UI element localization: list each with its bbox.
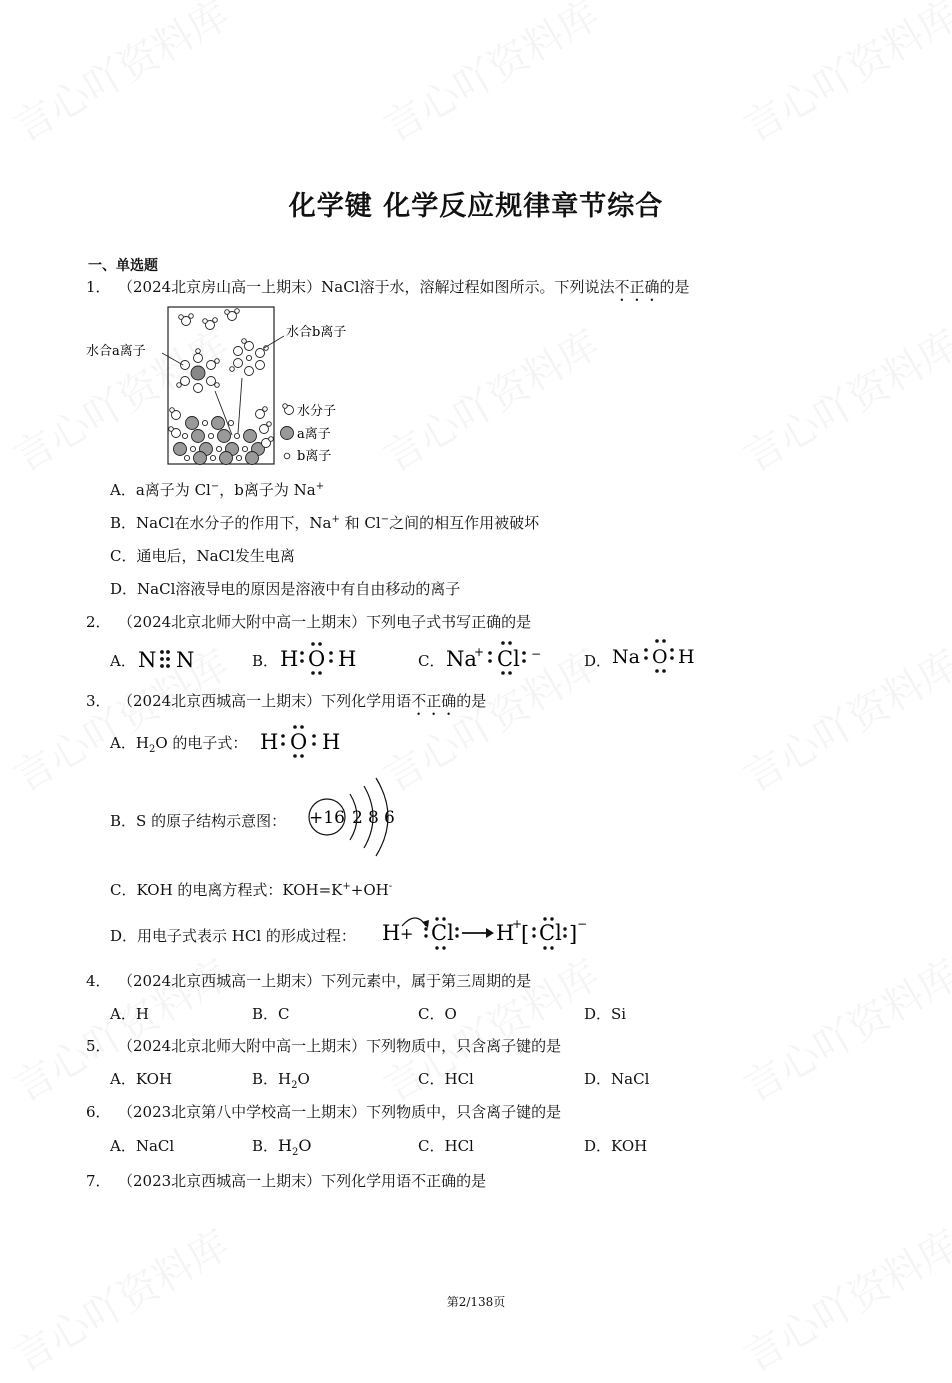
option-text: +OH bbox=[350, 881, 389, 899]
question-number: 6． bbox=[86, 1103, 111, 1121]
option-text: H bbox=[135, 734, 149, 752]
option-text: H bbox=[135, 1005, 149, 1023]
legend-b-icon bbox=[284, 453, 290, 459]
atom-symbol: H bbox=[678, 646, 695, 668]
option-text: NaCl溶液导电的原因是溶液中有自由移动的离子 bbox=[137, 580, 461, 598]
question-6 bbox=[86, 1101, 561, 1122]
atom-symbol: Na bbox=[612, 646, 640, 668]
atom-symbol: Cl bbox=[497, 647, 520, 671]
option-label: C． bbox=[418, 1137, 445, 1155]
option-label: B． bbox=[252, 1005, 279, 1023]
question-text-tail: 的是 bbox=[456, 692, 487, 710]
q3-option-b[interactable] bbox=[110, 810, 286, 831]
option-label: A． bbox=[110, 1137, 136, 1155]
option-text: O 的电子式： bbox=[155, 734, 248, 752]
option-label: D． bbox=[584, 1070, 612, 1088]
option-text: ，b离子为 bbox=[219, 481, 289, 499]
legend-a-icon bbox=[281, 427, 294, 440]
pointer-line bbox=[162, 353, 183, 365]
q6-option-d[interactable] bbox=[584, 1135, 647, 1156]
ion-charge: + bbox=[315, 481, 325, 492]
option-text: a离子为 bbox=[135, 481, 190, 499]
q6-option-a[interactable] bbox=[110, 1135, 174, 1156]
q2-option-d[interactable] bbox=[584, 650, 611, 671]
option-label: A． bbox=[110, 1070, 136, 1088]
q1-option-a[interactable] bbox=[110, 479, 324, 500]
q4-option-d[interactable] bbox=[584, 1003, 626, 1024]
question-text-tail: 的是 bbox=[659, 278, 690, 296]
bracket: ] bbox=[569, 922, 578, 946]
q2-c-formula bbox=[444, 636, 554, 678]
q1-option-c[interactable] bbox=[110, 545, 295, 566]
question-number: 3． bbox=[86, 692, 111, 710]
ion-charge: + bbox=[474, 645, 485, 659]
ion-charge: + bbox=[331, 514, 340, 525]
page-number: 第2/138页 bbox=[446, 1295, 506, 1309]
option-text: HCl bbox=[444, 1137, 474, 1155]
option-text: C bbox=[278, 1005, 290, 1023]
option-label: D． bbox=[584, 652, 612, 670]
ion-symbol: Cl bbox=[364, 514, 381, 532]
ion-charge: − bbox=[380, 514, 390, 525]
q2-d-formula bbox=[610, 636, 710, 678]
option-label: A． bbox=[110, 734, 136, 752]
watermark bbox=[732, 634, 952, 803]
option-label: A． bbox=[110, 1005, 136, 1023]
option-text: O bbox=[297, 1070, 310, 1088]
hcl-formation-formula bbox=[378, 908, 588, 952]
q1-option-d[interactable] bbox=[110, 578, 460, 599]
option-text: KOH 的电离方程式：KOH=K bbox=[136, 881, 343, 899]
question-text: （2024北京西城高一上期末）下列元素中，属于第三周期的是 bbox=[118, 972, 532, 990]
q4-option-c[interactable] bbox=[418, 1003, 457, 1024]
ion-symbol: Cl bbox=[194, 481, 211, 499]
option-text: H bbox=[278, 1070, 292, 1088]
page-title: 化学键 化学反应规律章节综合 bbox=[288, 191, 664, 222]
question-7 bbox=[86, 1170, 486, 1191]
q3-option-c[interactable] bbox=[110, 879, 392, 900]
q5-option-b[interactable] bbox=[252, 1068, 310, 1091]
nacl-dissolution-figure bbox=[84, 303, 364, 468]
emphasis-text: 不正确 bbox=[614, 278, 660, 296]
atom-symbol: N bbox=[176, 648, 195, 672]
atom-symbol: H bbox=[338, 647, 357, 671]
q2-option-a[interactable] bbox=[110, 650, 136, 671]
q4-option-a[interactable] bbox=[110, 1003, 149, 1024]
question-3 bbox=[86, 690, 486, 719]
ion-charge: + bbox=[512, 917, 523, 931]
emphasis-text: 不正确 bbox=[411, 692, 457, 710]
option-label: B． bbox=[252, 652, 279, 670]
atom-symbol: O bbox=[308, 647, 326, 671]
option-text: H bbox=[278, 1136, 292, 1155]
atom-symbol: H bbox=[382, 921, 401, 945]
question-text: （2023北京第八中学校高一上期末）下列物质中，只含离子键的是 bbox=[118, 1103, 562, 1121]
option-text: O bbox=[444, 1005, 457, 1023]
legend-water-icon bbox=[283, 404, 294, 415]
atom-symbol: Na bbox=[446, 647, 477, 671]
option-text: 用电子式表示 HCl 的形成过程： bbox=[137, 927, 356, 945]
option-label: D． bbox=[584, 1137, 612, 1155]
label-hydrated-a: 水合a离子 bbox=[86, 344, 146, 359]
atom-symbol: N bbox=[138, 648, 157, 672]
ion-symbol: Na bbox=[309, 514, 332, 532]
q6-option-b[interactable] bbox=[252, 1135, 311, 1158]
question-text: （2023北京西城高一上期末）下列化学用语不正确的是 bbox=[118, 1172, 487, 1190]
question-text: （2024北京西城高一上期末）下列化学用语 bbox=[118, 692, 412, 710]
option-text: S 的原子结构示意图： bbox=[136, 812, 287, 830]
option-text: 之间的相互作用被破坏 bbox=[389, 514, 540, 532]
nacl-crystal bbox=[174, 417, 265, 465]
legend-b-label: b离子 bbox=[297, 449, 332, 464]
ion-charge: + bbox=[342, 881, 351, 892]
nucleus-charge: +16 bbox=[309, 808, 345, 828]
option-label: D． bbox=[110, 580, 138, 598]
watermark bbox=[732, 944, 952, 1113]
option-text: NaCl bbox=[611, 1070, 650, 1088]
option-text: 通电后，NaCl发生电离 bbox=[136, 547, 295, 565]
question-number: 1． bbox=[86, 278, 111, 296]
bracket: [ bbox=[521, 922, 530, 946]
atom-symbol: H bbox=[280, 647, 299, 671]
ion-charge: − bbox=[577, 917, 588, 931]
option-label: C． bbox=[110, 547, 137, 565]
q5-option-d[interactable] bbox=[584, 1068, 649, 1089]
watermark bbox=[372, 0, 608, 153]
sulfur-atom-structure-diagram bbox=[304, 772, 414, 862]
ion-charge: - bbox=[388, 881, 393, 892]
legend-a-label: a离子 bbox=[297, 427, 331, 442]
q3-a-formula bbox=[258, 720, 348, 762]
q2-a-formula bbox=[136, 640, 206, 676]
q2-b-formula bbox=[278, 638, 368, 678]
atom-symbol: H bbox=[322, 730, 341, 754]
question-5 bbox=[86, 1035, 561, 1056]
question-number: 4． bbox=[86, 972, 111, 990]
q2-option-c[interactable] bbox=[418, 650, 444, 671]
watermark bbox=[2, 0, 238, 153]
atom-symbol: H bbox=[260, 730, 279, 754]
option-text: NaCl bbox=[135, 1137, 175, 1155]
hydrated-a-ion bbox=[177, 349, 220, 393]
question-2 bbox=[86, 611, 531, 632]
q2-option-b[interactable] bbox=[252, 650, 278, 671]
plus-sign: + bbox=[400, 924, 414, 943]
atom-symbol: O bbox=[290, 730, 308, 754]
atom-symbol: Cl bbox=[539, 921, 562, 945]
atom-symbol: H bbox=[496, 921, 515, 945]
subscript: 2 bbox=[291, 1080, 298, 1091]
q6-option-c[interactable] bbox=[418, 1135, 474, 1156]
option-text: HCl bbox=[444, 1070, 474, 1088]
option-text: 和 bbox=[344, 514, 360, 532]
question-number: 2． bbox=[86, 613, 111, 631]
ion-charge: − bbox=[210, 481, 220, 492]
option-label: B． bbox=[252, 1070, 279, 1088]
option-label: D． bbox=[584, 1005, 612, 1023]
reaction-arrow-head bbox=[486, 928, 494, 938]
atom-symbol: O bbox=[652, 646, 668, 668]
option-label: C． bbox=[418, 1070, 445, 1088]
option-label: C． bbox=[418, 652, 445, 670]
q5-option-a[interactable] bbox=[110, 1068, 172, 1089]
section-heading: 一、单选题 bbox=[88, 258, 158, 274]
question-1 bbox=[86, 276, 690, 305]
watermark bbox=[372, 314, 608, 483]
option-label: B． bbox=[110, 514, 137, 532]
watermark bbox=[732, 314, 952, 483]
option-label: B． bbox=[110, 812, 137, 830]
option-label: B． bbox=[252, 1137, 279, 1155]
shell-electrons: 8 bbox=[368, 808, 379, 828]
ion-symbol: Na bbox=[293, 481, 316, 499]
subscript: 2 bbox=[291, 1147, 299, 1158]
question-number: 5． bbox=[86, 1037, 111, 1055]
q3-option-d[interactable] bbox=[110, 925, 356, 946]
option-label: D． bbox=[110, 927, 138, 945]
q3-option-a[interactable] bbox=[110, 732, 247, 755]
question-number: 7． bbox=[86, 1172, 111, 1190]
shell-electrons: 6 bbox=[384, 808, 395, 828]
hydrated-b-ion bbox=[230, 339, 269, 376]
question-text: （2024北京北师大附中高一上期末）下列物质中，只含离子键的是 bbox=[118, 1037, 562, 1055]
atom-symbol: Cl bbox=[431, 921, 454, 945]
label-hydrated-b: 水合b离子 bbox=[286, 325, 347, 340]
option-text: KOH bbox=[611, 1137, 648, 1155]
question-4 bbox=[86, 970, 531, 991]
question-text: （2024北京北师大附中高一上期末）下列电子式书写正确的是 bbox=[118, 613, 532, 631]
option-label: A． bbox=[110, 481, 136, 499]
option-text: Si bbox=[611, 1005, 627, 1023]
legend-water-label: 水分子 bbox=[297, 404, 337, 419]
q1-option-b[interactable] bbox=[110, 512, 539, 533]
option-text: O bbox=[298, 1136, 312, 1155]
option-text: KOH bbox=[135, 1070, 173, 1088]
q5-option-c[interactable] bbox=[418, 1068, 474, 1089]
shell-electrons: 2 bbox=[352, 808, 363, 828]
q4-option-b[interactable] bbox=[252, 1003, 290, 1024]
subscript: 2 bbox=[148, 744, 156, 755]
option-text: NaCl在水分子的作用下， bbox=[136, 514, 310, 532]
question-text: （2024北京房山高一上期末）NaCl溶于水，溶解过程如图所示。下列说法 bbox=[118, 278, 615, 296]
option-label: C． bbox=[418, 1005, 445, 1023]
watermark bbox=[732, 0, 952, 153]
ion-charge: − bbox=[531, 647, 542, 661]
option-label: A． bbox=[110, 652, 136, 670]
free-water-molecules bbox=[179, 309, 240, 330]
option-label: C． bbox=[110, 881, 137, 899]
